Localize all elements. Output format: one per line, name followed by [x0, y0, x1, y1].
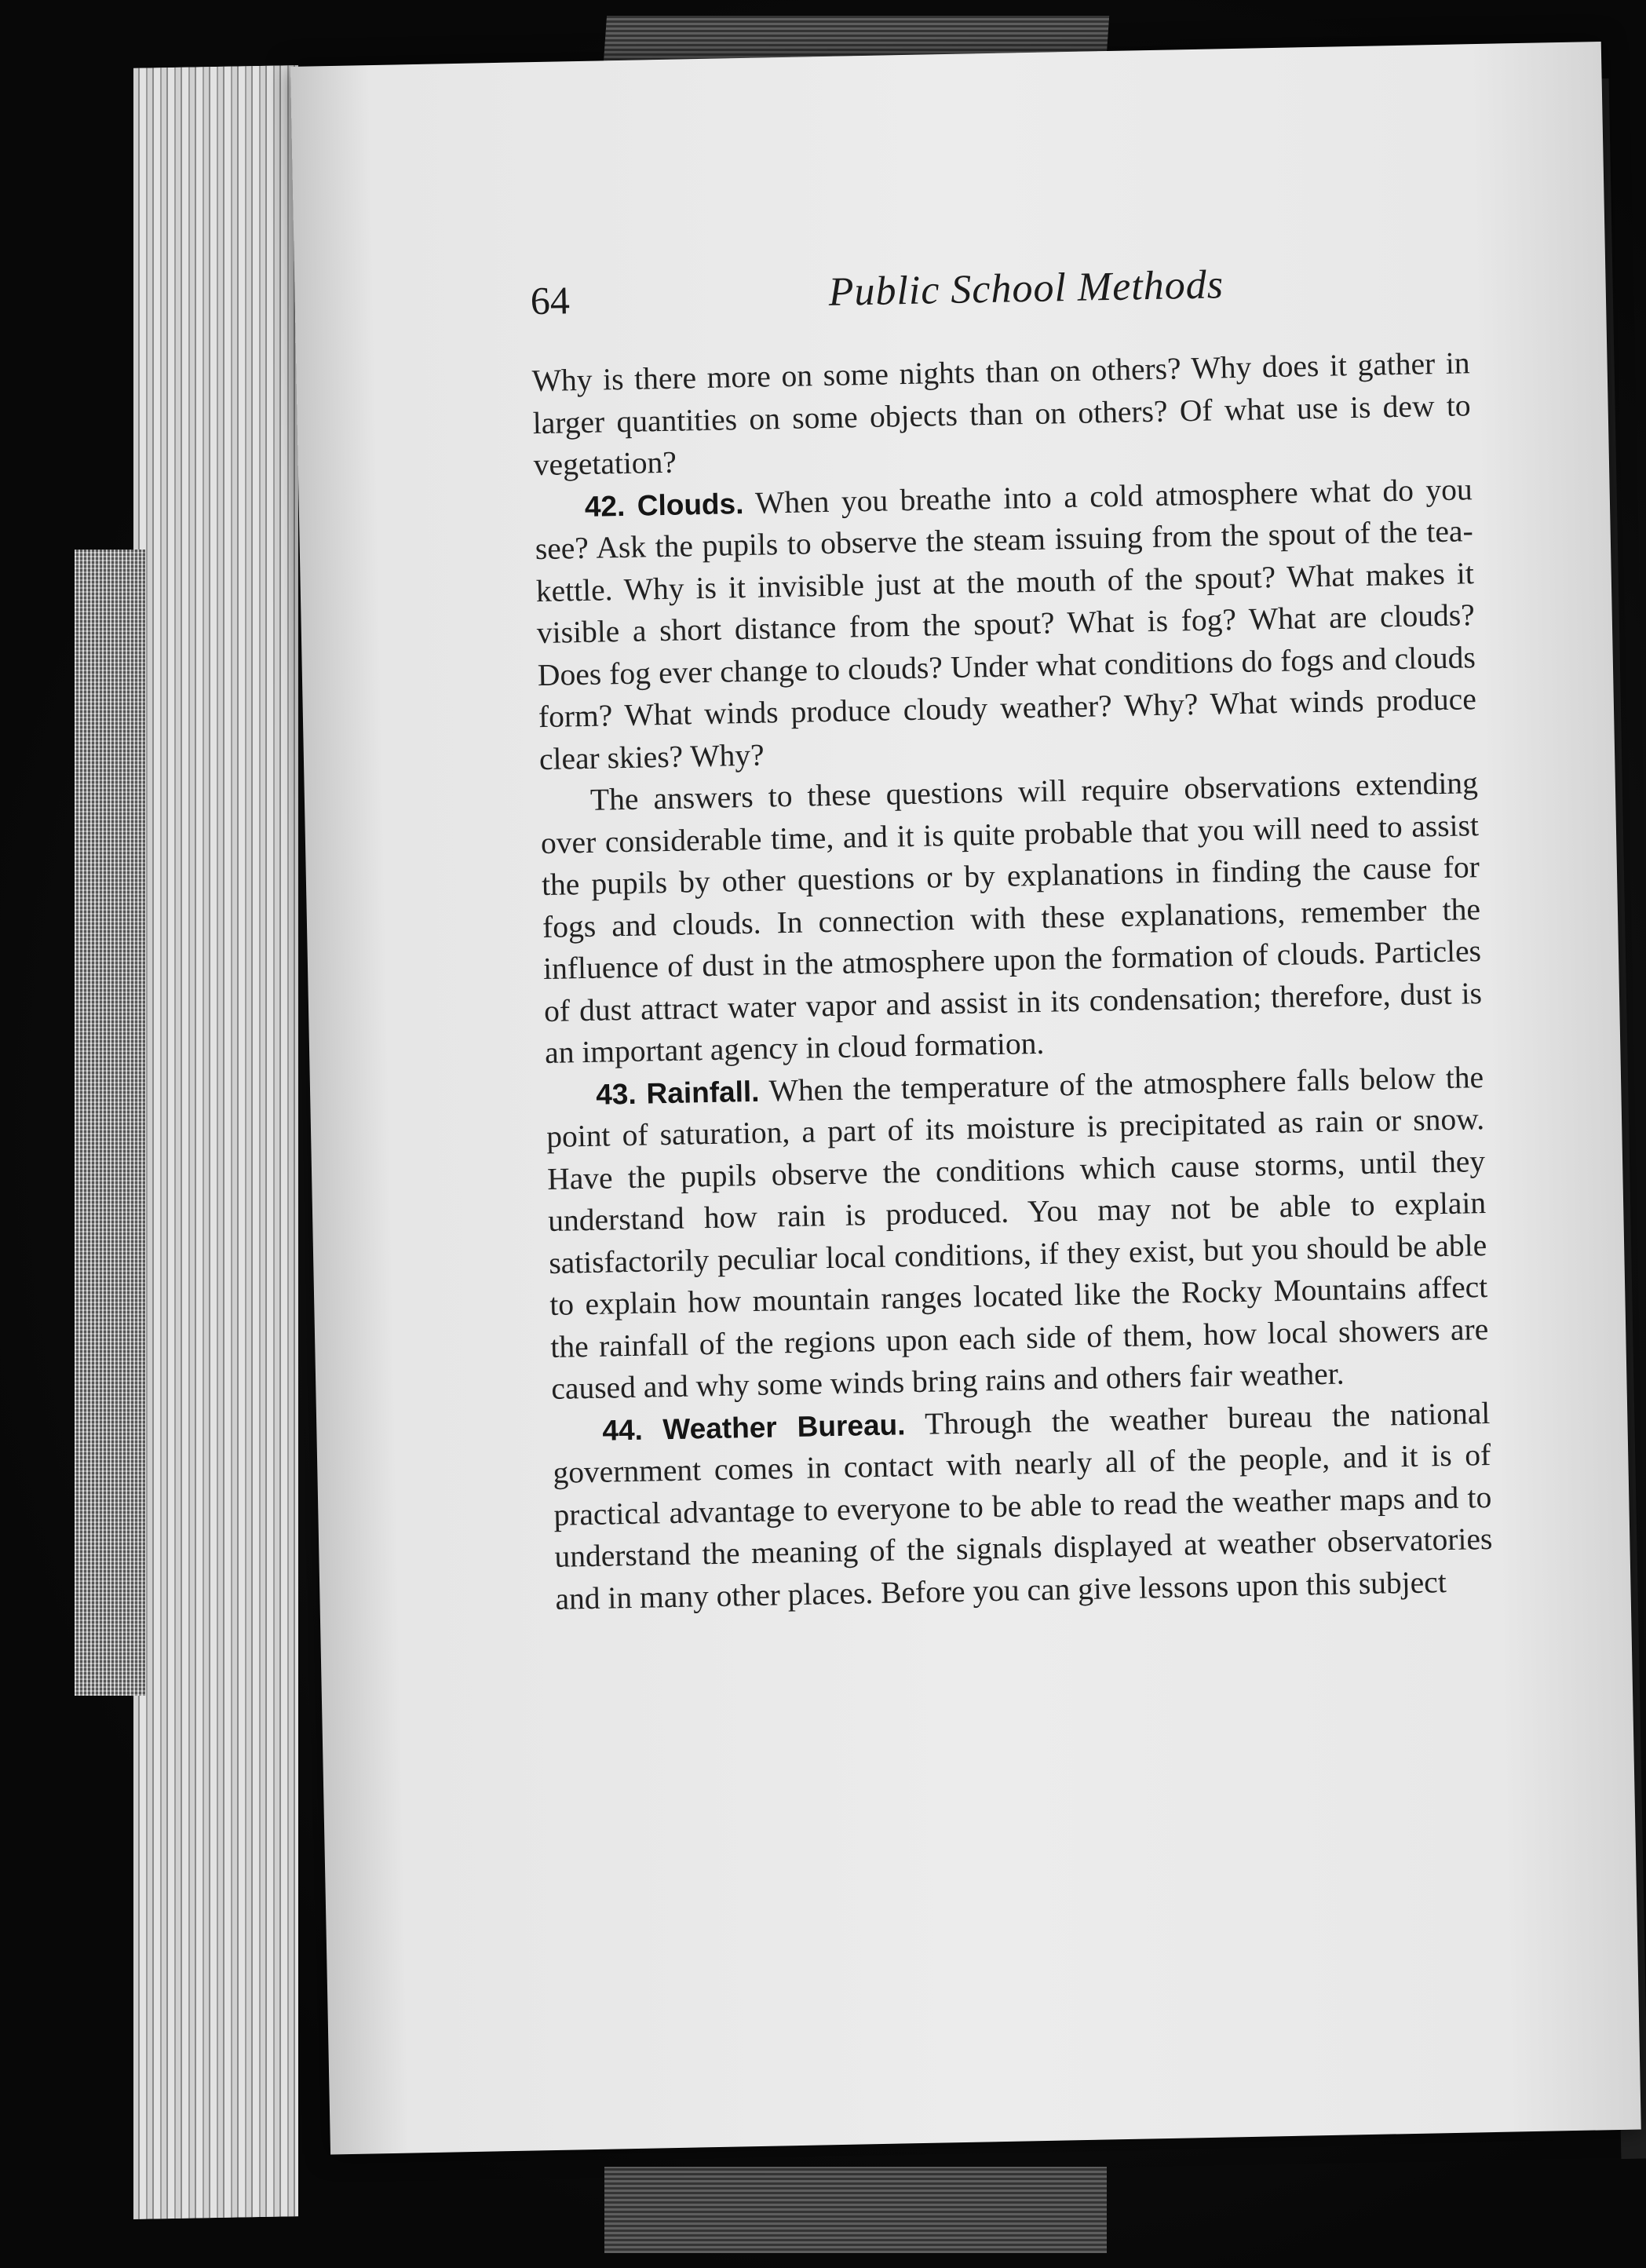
binding-cloth-bottom — [604, 2167, 1107, 2253]
running-head: Public School Methods — [828, 262, 1224, 315]
page-number: 64 — [530, 278, 571, 323]
section-rainfall — [546, 1057, 1490, 1411]
page-stack-edges — [133, 65, 298, 2219]
paragraph-text: When you breathe into a cold atmosphere what do you see? Ask the pupils to observe the steam issuing from the spout of the tea-kettle. Why is it invisible just at the mouth of the spout? What makes it visible a short distance from the spout? What is fog? What are clouds? Does fog ever change to clouds? Under what conditions do fogs and clouds form? What winds produce cloudy weather? Why? What winds produce clear skies? Why? — [535, 471, 1477, 776]
paragraph-clouds-answers — [540, 762, 1484, 1074]
body-text — [531, 342, 1494, 1620]
section-title: Rainfall. — [646, 1075, 760, 1110]
paragraph-text: Through the weather bureau the national government comes in contact with nearly all of the people, and it is of practical advantage to everyone to be able to read the weather maps and to understand the meaning of the signals displayed at weather observatories and in many other places. Before you can give lessons upon this subject — [553, 1395, 1493, 1616]
section-weather-bureau — [552, 1392, 1494, 1620]
section-clouds — [534, 469, 1477, 780]
paragraph-text: When the temperature of the atmosphere falls below the point of saturation, a part of its moisture is precipitated as rain or snow. Have the pupils observe the conditions which cause storms, until they understand how rain is produced. You may not be able to explain satisfactorily peculiar local conditions, if they exist, but you should be able to explain how mountain ranges located like the Rocky Mountains affect the rainfall of the regions upon each side of them, how local showers are caused and why some winds bring rains and others fair weather. — [546, 1059, 1489, 1406]
paragraph-continuation — [531, 342, 1472, 486]
paragraph-text: Why is there more on some nights than on others? Why does it gather in larger quantities on some objects than on others? Of what use is dew to vegetation? — [531, 345, 1471, 483]
section-title: Clouds. — [637, 487, 744, 522]
section-number: 43. — [595, 1077, 637, 1111]
page-header — [530, 259, 1512, 341]
section-title: Weather Bureau. — [662, 1408, 906, 1445]
book-page — [290, 42, 1641, 2155]
section-number: 42. — [584, 489, 626, 523]
section-number: 44. — [602, 1413, 644, 1447]
spine-gauze — [75, 550, 145, 1696]
paragraph-text: The answers to these questions will require observations extending over considerable time, and it is quite probable that you will need to assist the pupils by other questions or by explanations in finding the cause for fogs and clouds. In connection with these explanations, remember the influence of dust in the atmosphere upon the formation of clouds. Particles of dust attract water vapor and assist in its condensation; therefore, dust is an important agency in cloud formation. — [540, 765, 1483, 1071]
